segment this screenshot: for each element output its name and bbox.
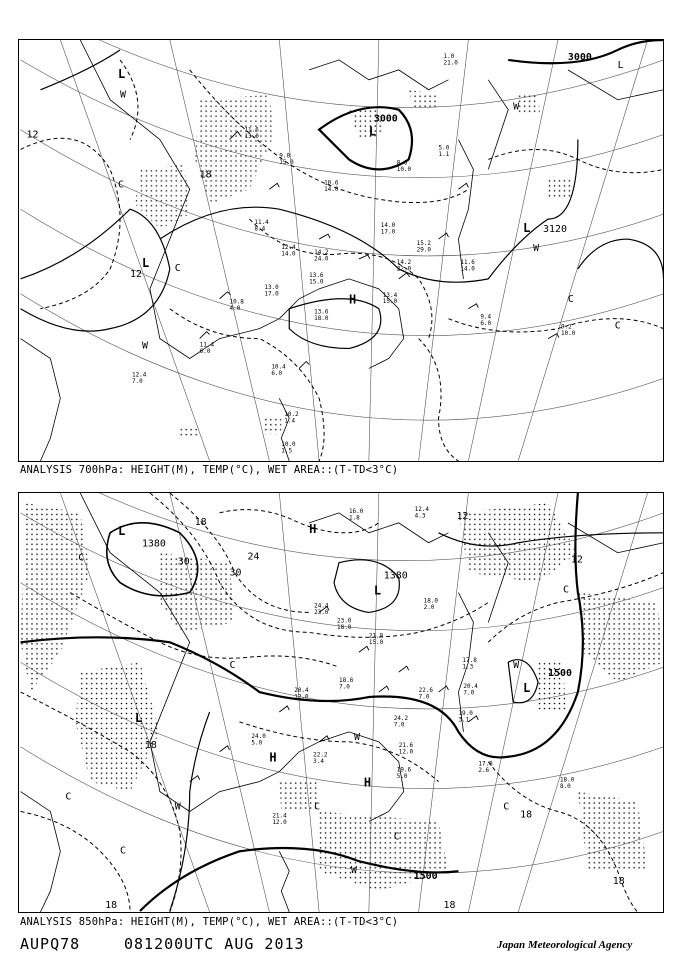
station-value: 24.4 23.0: [314, 602, 329, 616]
isotherm-label: 30: [229, 567, 242, 579]
contour-label-1380-b: 1380: [383, 570, 408, 582]
valid-time: 081200UTC AUG 2013: [124, 935, 305, 953]
center-symbol: L: [523, 681, 531, 696]
isotherm-label: 18: [520, 809, 533, 821]
chart-id: AUPQ78: [20, 935, 81, 953]
station-value: 10.2 1.4: [284, 411, 299, 425]
center-symbol: C: [120, 845, 127, 857]
isotherms: [21, 60, 664, 461]
station-value: 16.0 1.8: [348, 507, 364, 522]
isotherm-label: 24: [247, 551, 260, 563]
station-value: 19.6 5.0: [396, 766, 412, 781]
station-value: 14.0 17.0: [380, 222, 396, 236]
center-symbol: L: [118, 523, 126, 538]
center-symbol: C: [65, 791, 72, 803]
center-symbol: C: [503, 801, 510, 813]
caption-700hpa: ANALYSIS 700hPa: HEIGHT(M), TEMP(°C), WET AREA::(T-TD<3°C): [20, 464, 399, 476]
station-value: 11.4 8.4: [254, 219, 269, 233]
contour-label-3120: 3120: [543, 224, 567, 236]
station-value: 22.6 7.0: [418, 687, 434, 701]
isotherm-label-12-a: 12: [26, 129, 39, 141]
station-value: 21.8 15.0: [368, 632, 384, 646]
station-value: 11.4 6.0: [199, 341, 215, 356]
station-value: 5.0 1.1: [438, 144, 450, 158]
station-value: 22.2 3.4: [313, 751, 328, 766]
station-value: 21.6 12.0: [398, 741, 414, 756]
station-value: 17.8 1.3: [462, 657, 477, 671]
isotherm-label: 18: [443, 900, 456, 912]
center-symbol: C: [393, 831, 400, 843]
station-value: 11.6 13.0: [244, 126, 259, 141]
center-symbol: L: [617, 59, 624, 71]
station-value: 18.0 8.0: [559, 776, 575, 791]
station-value: 15.2 29.0: [416, 240, 432, 254]
center-symbol: H: [363, 775, 372, 790]
station-value: 18.0 2.0: [423, 597, 438, 611]
contour-label-1380-a: 1380: [141, 538, 166, 550]
center-symbol: C: [614, 320, 621, 332]
center-symbol: L: [368, 124, 377, 139]
station-value: 12.4 4.3: [414, 505, 430, 520]
wet-area-shading: [135, 90, 573, 438]
wind-barbs: [190, 606, 479, 781]
center-symbol: L: [523, 221, 531, 236]
station-value: 19.0 3.1: [458, 709, 473, 724]
isotherm-label: 18: [612, 876, 625, 888]
center-symbol: W: [513, 101, 520, 113]
center-symbol: W: [513, 660, 520, 672]
station-value: 9.2 10.0: [560, 323, 576, 338]
wet-area-shading: [21, 503, 664, 891]
station-value: 13.0 17.0: [264, 283, 279, 298]
center-symbol: H: [269, 750, 277, 765]
map-850hpa-svg: [19, 493, 664, 912]
center-symbol: C: [567, 293, 574, 305]
center-symbol: C: [78, 552, 85, 564]
station-value: 18.6 7.0: [339, 677, 354, 691]
isotherm-label: 30: [177, 556, 190, 568]
isotherm-label: 18: [105, 900, 118, 912]
center-symbol: W: [120, 89, 127, 101]
contour-label-1500-b: 1500: [413, 871, 438, 883]
isotherm-label: 18: [144, 739, 157, 751]
center-symbol: C: [118, 179, 125, 191]
station-value: 8.6 10.0: [396, 159, 412, 173]
station-value: 9.4 6.0: [480, 313, 492, 328]
map-panel-700hpa: [18, 39, 664, 462]
isotherm-label: 12: [456, 510, 469, 522]
contour-label-3000-b: 3000: [567, 51, 592, 63]
station-value: 12.4 7.0: [131, 371, 147, 385]
station-value: 17.8 2.6: [478, 760, 493, 775]
station-value: 23.0 18.0: [337, 617, 352, 631]
station-value: 9.0 15.0: [279, 152, 294, 166]
center-symbol: C: [314, 801, 321, 813]
isotherm-label-18: 18: [199, 169, 212, 181]
center-symbol: H: [348, 292, 357, 307]
center-symbol: H: [309, 521, 317, 536]
station-value: 10.8 4.0: [229, 298, 244, 313]
center-symbol: W: [353, 731, 360, 743]
station-value: 12.4 14.0: [281, 244, 296, 258]
station-value: 14.2 24.0: [314, 248, 329, 263]
center-symbol: L: [118, 66, 126, 81]
station-value: 13.6 18.0: [314, 308, 329, 323]
station-value: 10.0 1.5: [281, 441, 296, 455]
lat-lon-grid: [21, 40, 664, 461]
agency-name: Japan Meteorological Agency: [497, 939, 633, 951]
station-value: 10.4 6.0: [271, 363, 286, 377]
station-value: 24.0 5.0: [251, 732, 266, 747]
center-symbol: L: [134, 710, 143, 725]
contour-label-3000-a: 3000: [373, 113, 398, 125]
station-value: 13.6 15.0: [309, 271, 324, 286]
center-symbol: C: [562, 584, 569, 596]
station-value: 1.0 21.0: [443, 52, 458, 67]
station-value: 20.4 7.0: [463, 683, 478, 697]
map-panel-850hpa: [18, 492, 664, 913]
center-symbol: W: [533, 242, 540, 254]
center-symbol: W: [350, 865, 357, 877]
station-value: 10.6 14.0: [324, 179, 339, 193]
center-symbol: L: [141, 255, 150, 270]
contour-label-1500-a: 1500: [548, 668, 572, 680]
center-symbol: W: [174, 801, 181, 813]
station-value: 21.4 12.0: [272, 812, 287, 826]
center-symbol: C: [174, 262, 181, 274]
station-value: 24.2 7.0: [393, 714, 409, 729]
isotherm-label: 18: [194, 516, 207, 528]
center-symbol: L: [373, 583, 382, 598]
center-symbol: W: [141, 340, 148, 352]
isotherm-label: 12: [570, 554, 583, 566]
caption-850hpa: ANALYSIS 850hPa: HEIGHT(M), TEMP(°C), WET AREA::(T-TD<3°C): [20, 916, 399, 928]
center-symbol: C: [229, 660, 236, 672]
map-700hpa-svg: [19, 40, 664, 461]
station-value: 11.6 14.0: [460, 258, 475, 273]
isotherm-label-12-b: 12: [130, 268, 142, 280]
station-value: 14.2 22.0: [396, 258, 412, 273]
station-value: 13.4 15.0: [382, 291, 398, 306]
station-value: 20.4 12.0: [294, 687, 309, 701]
